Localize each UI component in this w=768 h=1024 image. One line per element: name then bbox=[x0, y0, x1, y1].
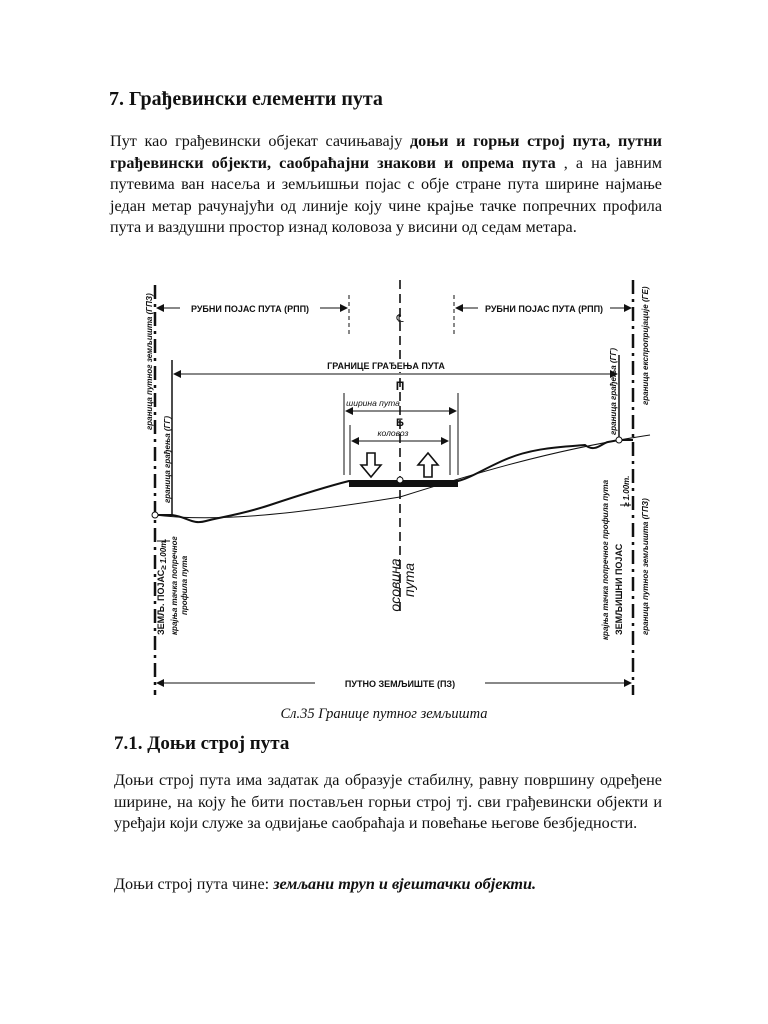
left-construction-limit-label: граница грађења (ГГ) bbox=[163, 415, 172, 503]
intro-text: Пут као грађевински објекат сачињавају bbox=[110, 132, 410, 150]
intro-bold-text: доњи и горњи строј пута, путни грађевински објекти, саобраћајни знакови и опрема пута bbox=[110, 132, 662, 172]
figure-caption: Сл.35 Границе путног земљишта bbox=[280, 706, 488, 722]
carriageway-label: коловоз bbox=[377, 428, 409, 438]
composition-intro-text: Доњи строј пута чине: bbox=[114, 875, 274, 893]
right-profile-end-label: крајња тачка попречног профила пута bbox=[601, 479, 610, 640]
left-profile-end-marker bbox=[152, 512, 158, 518]
up-direction-arrow-icon bbox=[418, 453, 438, 477]
road-land-label: ПУТНО ЗЕМЉИШТЕ (ПЗ) bbox=[344, 679, 456, 689]
road-width-symbol: П bbox=[395, 379, 405, 393]
road-axis-label-1: осовина bbox=[387, 558, 403, 612]
left-land-strip-label: ЗЕМЉ. ПОЈАС bbox=[156, 569, 166, 635]
right-land-strip-label: ЗЕМЉИШНИ ПОЈАС bbox=[614, 543, 624, 635]
road-axis-label-2: пута bbox=[401, 563, 417, 597]
left-1m-label: ≥ 1.00m. bbox=[159, 538, 168, 570]
right-construction-limit-label: граница грађења (ГГ) bbox=[609, 347, 618, 435]
road-cross-section-figure bbox=[130, 275, 660, 700]
right-profile-end-marker bbox=[616, 437, 622, 443]
axis-symbol: ℄ bbox=[396, 313, 404, 325]
pavement-structure bbox=[349, 480, 458, 487]
left-profile-end-label-1: крајња тачка попречног bbox=[170, 536, 179, 635]
road-width-label: ширина пута bbox=[346, 398, 400, 408]
intro-rest-text: , а на јавним путевима ван насеља и земљишњи појас с обје стране пута ширине најмање један метар рачунајући од линије коју чине крајње тачке попречних профила пута и ваздушни простор изнад коловоза у висини од седам метара. bbox=[110, 153, 663, 237]
down-direction-arrow-icon bbox=[361, 453, 381, 477]
intro-paragraph bbox=[110, 131, 662, 239]
construction-limits-label: ГРАНИЦЕ ГРАЂЕЊА ПУТА bbox=[327, 361, 445, 371]
left-edge-strip-label: РУБНИ ПОЈАС ПУТА (РПП) bbox=[190, 304, 310, 314]
composition-bold-italic-text: земљани труп и вјештачки објекти. bbox=[273, 875, 537, 893]
axis-point-marker bbox=[397, 477, 403, 483]
subgrade-paragraph: Доњи строј пута има задатак да образује стабилну, равну површину одређене ширине, на коју ће бити постављен горњи строј тј. сви грађевински објекти и уређаји који служе за одвијање саобраћаја и повећање његове безбједности. bbox=[114, 771, 662, 833]
right-edge-strip-label: РУБНИ ПОЈАС ПУТА (РПП) bbox=[484, 304, 604, 314]
subgrade-composition-paragraph bbox=[114, 874, 662, 896]
left-land-boundary-label: граница путног земљишта (ГПЗ) bbox=[145, 293, 154, 430]
right-land-boundary-label: граница путног земљишта (ГПЗ) bbox=[641, 498, 650, 635]
left-profile-end-label-2: профила пута bbox=[180, 555, 189, 615]
natural-terrain-line bbox=[155, 435, 650, 518]
carriageway-symbol: Б bbox=[396, 417, 404, 429]
subsection-heading: 7.1. Доњи строј пута bbox=[114, 733, 290, 754]
section-heading: 7. Грађевински елементи пута bbox=[109, 88, 383, 110]
right-expropriation-label: граница експропријације (ГЕ) bbox=[641, 286, 650, 405]
right-1m-label: ≥ 1.00m. bbox=[622, 475, 631, 507]
